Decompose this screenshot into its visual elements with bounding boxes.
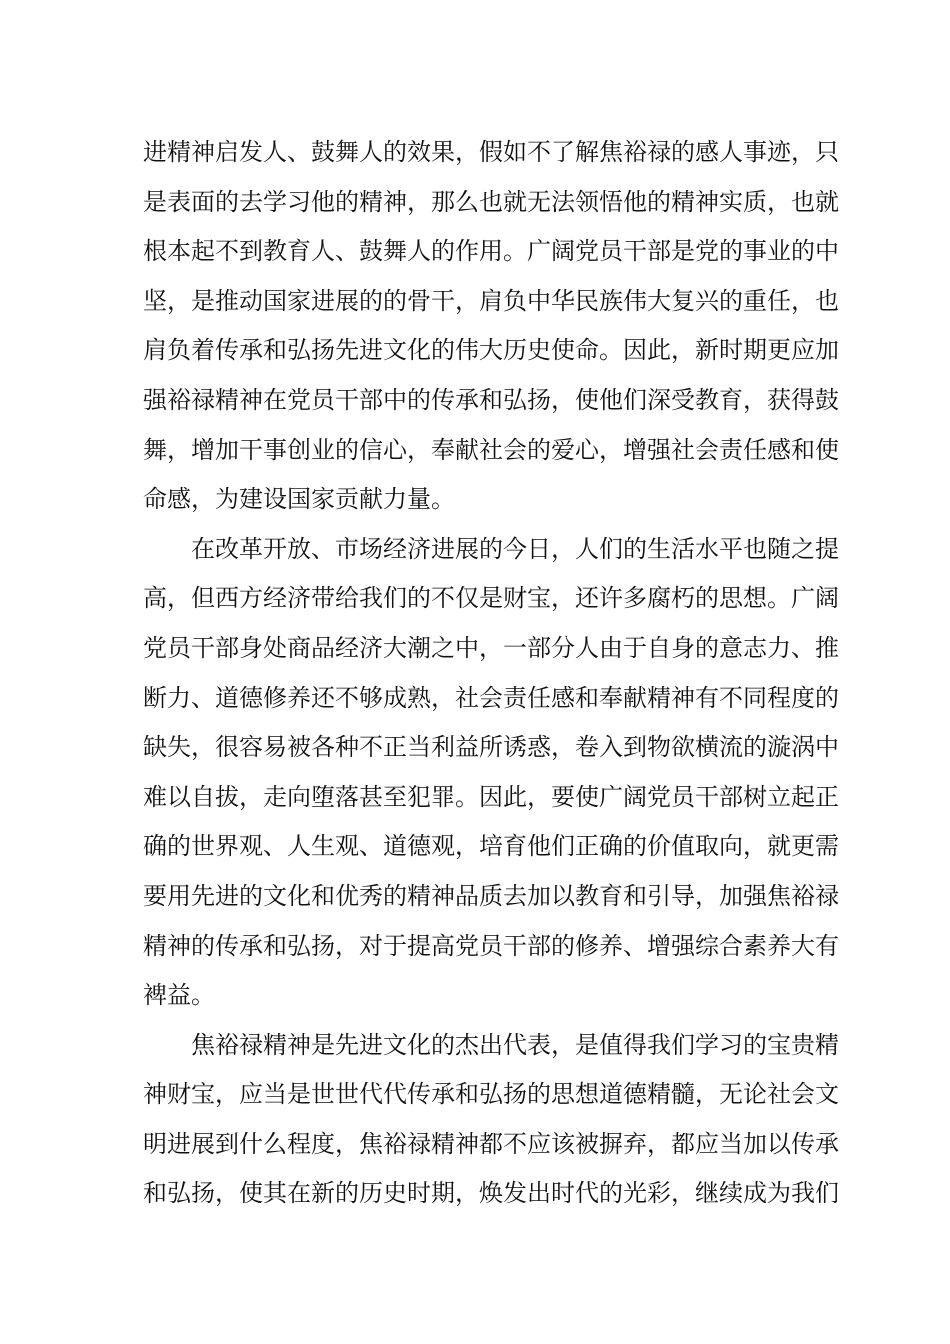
text-line: 焦裕禄精神是先进文化的杰出代表，是值得我们学习的宝贵精 [191, 1030, 839, 1059]
text-line: 在改革开放、市场经济进展的今日，人们的生活水平也随之提 [191, 534, 839, 563]
text-line: 断力、道德修养还不够成熟，社会责任感和奉献精神有不同程度的 [143, 683, 839, 712]
text-line: 明进展到什么程度，焦裕禄精神都不应该被摒弃，都应当加以传承 [143, 1129, 839, 1158]
text-line: 党员干部身处商品经济大潮之中，一部分人由于自身的意志力、推 [143, 633, 839, 662]
text-line: 是表面的去学习他的精神，那么也就无法领悟他的精神实质，也就 [143, 187, 839, 216]
paragraph-2 [143, 525, 839, 1021]
text-line: 缺失，很容易被各种不正当利益所诱惑，卷入到物欲横流的漩涡中 [143, 733, 839, 762]
paragraph-3 [143, 1021, 839, 1219]
text-line: 舞，增加干事创业的信心，奉献社会的爱心，增强社会责任感和使 [143, 435, 839, 464]
text-line: 确的世界观、人生观、道德观，培育他们正确的价值取向，就更需 [143, 832, 839, 861]
text-line: 根本起不到教育人、鼓舞人的作用。广阔党员干部是党的事业的中 [143, 237, 839, 266]
text-line: 强裕禄精神在党员干部中的传承和弘扬，使他们深受教育，获得鼓 [143, 385, 839, 414]
paragraph-1 [143, 128, 839, 525]
text-line: 裨益。 [143, 981, 215, 1010]
text-line: 难以自拔，走向堕落甚至犯罪。因此，要使广阔党员干部树立起正 [143, 782, 839, 811]
text-line: 进精神启发人、鼓舞人的效果，假如不了解焦裕禄的感人事迹，只 [143, 138, 839, 166]
text-line: 神财宝，应当是世世代代传承和弘扬的思想道德精髓，无论社会文 [143, 1080, 839, 1109]
text-line: 高，但西方经济带给我们的不仅是财宝，还许多腐朽的思想。广阔 [143, 584, 839, 613]
text-line: 肩负着传承和弘扬先进文化的伟大历史使命。因此，新时期更应加 [143, 336, 839, 365]
body-text [143, 128, 839, 1219]
text-line: 坚，是推动国家进展的的骨干，肩负中华民族伟大复兴的重任，也 [143, 286, 839, 315]
text-line: 命感，为建设国家贡献力量。 [143, 485, 455, 514]
text-line: 精神的传承和弘扬，对于提高党员干部的修养、增强综合素养大有 [143, 931, 839, 960]
text-line: 和弘扬，使其在新的历史时期，焕发出时代的光彩，继续成为我们 [143, 1179, 839, 1208]
text-line: 要用先进的文化和优秀的精神品质去加以教育和引导，加强焦裕禄 [143, 881, 839, 910]
